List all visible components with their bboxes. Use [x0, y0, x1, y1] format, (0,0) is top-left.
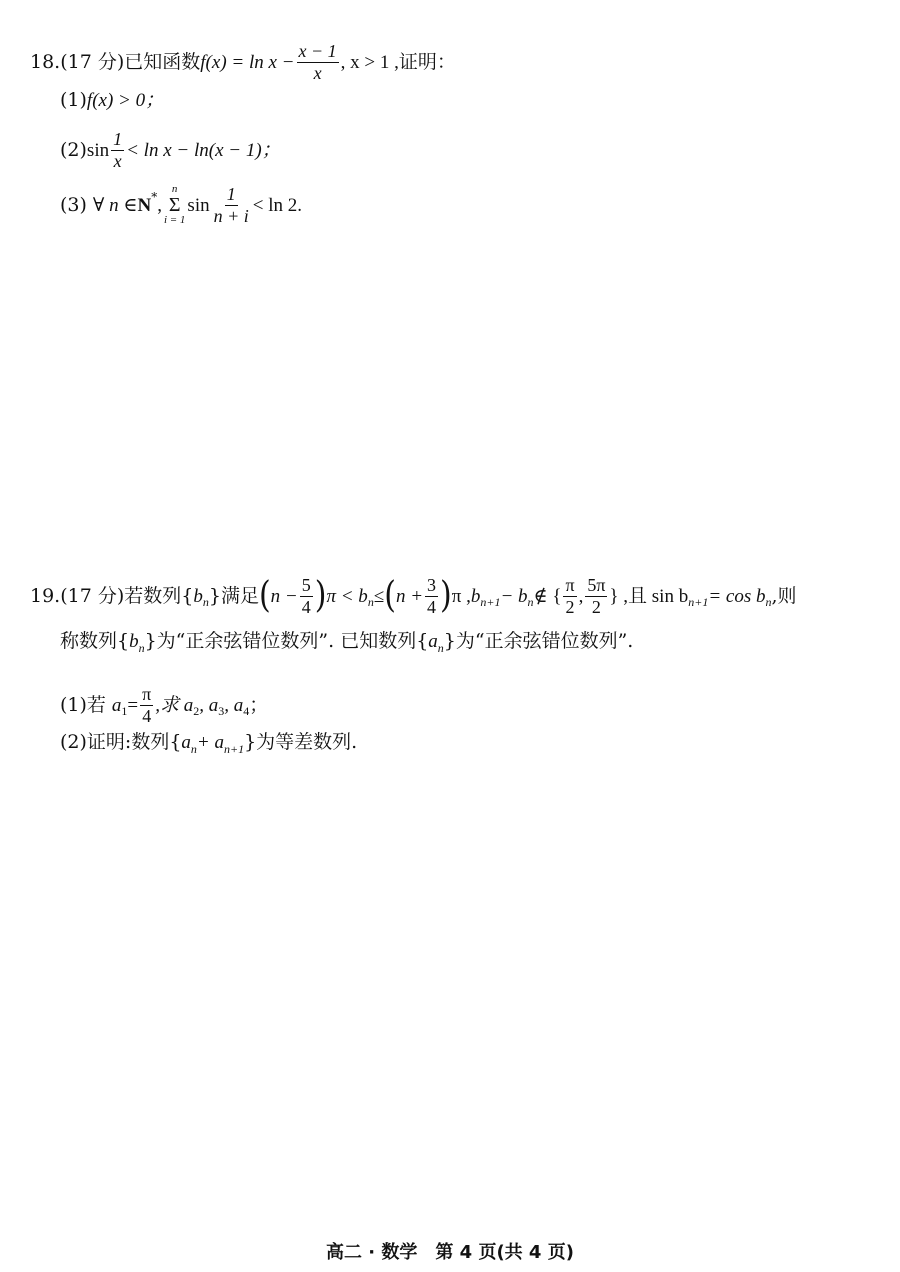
q19-diff-sub1: n+1: [480, 595, 501, 610]
q19-set-close: } ,且 sin b: [609, 585, 689, 607]
q19-set-frac2: [585, 576, 607, 617]
q19-part1-eq: =: [127, 694, 139, 716]
q18-part2-frac-num: 1: [113, 129, 123, 149]
q19-diff-mid: − b: [500, 585, 528, 607]
q19-part2-s2: n+1: [223, 741, 245, 756]
q19-line2-a: 称数列{: [60, 630, 130, 652]
q18-function: f(x) = ln x −: [200, 51, 295, 73]
q19-set-frac2-num: 5π: [587, 575, 606, 595]
q18-part2: [60, 130, 281, 171]
q19-ineq-right: n +: [395, 585, 424, 607]
q18-part2-label: (2): [60, 138, 87, 161]
q18-part3-frac-num: 1: [226, 183, 236, 204]
q19-line2-a-var: a: [428, 631, 438, 652]
q19-pi-lt-b: π < b: [326, 585, 368, 607]
q18-stem-prefix: 已知函数: [124, 50, 201, 73]
q18-part3-sigma: Σ: [168, 194, 181, 216]
q19-frac1-den: 4: [301, 596, 311, 617]
q19-notin: ∉ {: [533, 585, 562, 607]
q18-stem: [30, 42, 456, 83]
q19-diff-b: b: [470, 585, 481, 607]
q18-part3-fraction: [212, 185, 251, 226]
q18-part3-star: *: [151, 190, 158, 204]
q19-part1-frac: [140, 685, 153, 726]
q19-score: (17 分): [60, 584, 125, 607]
q18-frac-den: x: [313, 62, 322, 83]
q19-frac1: [300, 576, 313, 617]
q19-part2: [60, 731, 358, 756]
q19-part1-s3: 3: [218, 704, 225, 719]
q19-set-frac1-den: 2: [565, 596, 575, 617]
q19-b-sub: n: [202, 595, 209, 610]
q19-stem-b: }满足: [208, 584, 259, 607]
q18-part3-forall: ∀ n ∈: [92, 194, 138, 216]
q18-part3-rest: < ln 2.: [252, 194, 303, 216]
q18-part3-sum: [164, 184, 185, 226]
q19-part1-rest-a: ,求 a: [155, 694, 194, 716]
q19-stem-line1: [30, 576, 797, 617]
q18-part3-comma: ,: [157, 194, 162, 216]
q19-part1-a1-sub: 1: [121, 704, 128, 719]
q19-line2-e: }为“正余弦错位数列”.: [443, 630, 634, 652]
q19-set-frac2-den: 2: [591, 596, 601, 617]
q19-right-paren-1: ): [314, 574, 327, 617]
q19-part2-s1: n: [190, 741, 197, 756]
q19-part1-frac-num: π: [142, 684, 152, 704]
q19-part1-end: ；: [249, 693, 269, 716]
q18-part1-expr: f(x) > 0；: [86, 90, 165, 111]
q19-number: 19.: [30, 584, 61, 607]
q19-part2-rest: }为等差数列.: [244, 731, 358, 753]
q19-part2-label: (2)证明:数列{: [60, 731, 182, 753]
q19-leq: ≤: [373, 585, 385, 607]
q19-cond-sub1: n+1: [688, 595, 709, 610]
q18-part3-label: (3): [60, 193, 87, 216]
q19-part1: [60, 685, 268, 726]
q18-score: (17 分): [60, 50, 125, 73]
page-footer: 高二 · 数学 第 4 页(共 4 页): [326, 1242, 574, 1263]
q18-part3-N: N: [137, 194, 152, 216]
q18-number: 18.: [30, 50, 61, 73]
q19-b: b: [193, 585, 203, 607]
q18-part2-frac-den: x: [113, 150, 122, 171]
q19-part2-a: a: [181, 732, 191, 753]
q18-part2-sin: sin: [86, 139, 110, 161]
q19-cond-sub2: n: [765, 595, 772, 610]
q19-cond-tail: ,则: [771, 584, 797, 607]
q19-pi-tail: π ,: [451, 585, 471, 607]
q19-set-frac1-num: π: [565, 575, 575, 595]
q19-part1-label: (1)若: [60, 693, 106, 716]
q19-part1-s4: 4: [243, 704, 250, 719]
q19-frac2-den: 4: [427, 596, 437, 617]
q18-part1: [60, 91, 164, 110]
q19-line2-sub2: n: [437, 640, 444, 655]
q19-frac1-num: 5: [301, 575, 311, 595]
q19-set-frac1: [563, 576, 576, 617]
q19-b-sub-2: n: [367, 595, 374, 610]
q19-left-paren-2: (: [384, 574, 396, 617]
q19-diff-sub2: n: [527, 595, 534, 610]
q19-part1-c1: , a: [199, 694, 219, 716]
q19-part1-s2: 2: [193, 704, 200, 719]
q19-part1-c2: , a: [224, 694, 244, 716]
q19-frac2: [425, 576, 438, 617]
q18-part3-sin: sin: [187, 194, 210, 216]
q19-frac2-num: 3: [427, 575, 437, 595]
q19-line2-sub: n: [138, 640, 145, 655]
q19-line2-b: b: [129, 631, 139, 652]
q18-part2-rest: < ln x − ln(x − 1)；: [126, 139, 281, 161]
q19-part1-frac-den: 4: [142, 705, 152, 726]
q19-part2-plus: + a: [196, 732, 224, 753]
q19-set-comma: ,: [578, 585, 584, 607]
q19-stem-line2: [60, 630, 634, 655]
q19-ineq-left: n −: [270, 585, 298, 607]
q18-stem-suffix: 证明：: [398, 50, 456, 73]
q18-part3-sum-bottom: i = 1: [163, 214, 186, 226]
q18-fraction: [297, 42, 339, 83]
q18-part3-frac-den: n + i: [213, 205, 249, 226]
q18-part1-label: (1): [60, 89, 87, 111]
q19-line2-c: }为“正余弦错位数列”. 已知数列{: [144, 630, 429, 652]
q19-right-paren-2: ): [440, 574, 452, 617]
q19-stem-a: 若数列{: [124, 584, 194, 607]
q19-part1-a1: a: [111, 694, 122, 716]
q18-part3-sum-top: n: [171, 183, 178, 195]
q18-condition: , x > 1 ,: [340, 51, 399, 73]
q18-part3: [60, 184, 302, 226]
q19-left-paren-1: (: [258, 574, 271, 617]
q18-frac-num: x − 1: [298, 41, 337, 61]
q18-part2-fraction: [111, 130, 124, 171]
q19-cond-mid: = cos b: [708, 585, 766, 607]
